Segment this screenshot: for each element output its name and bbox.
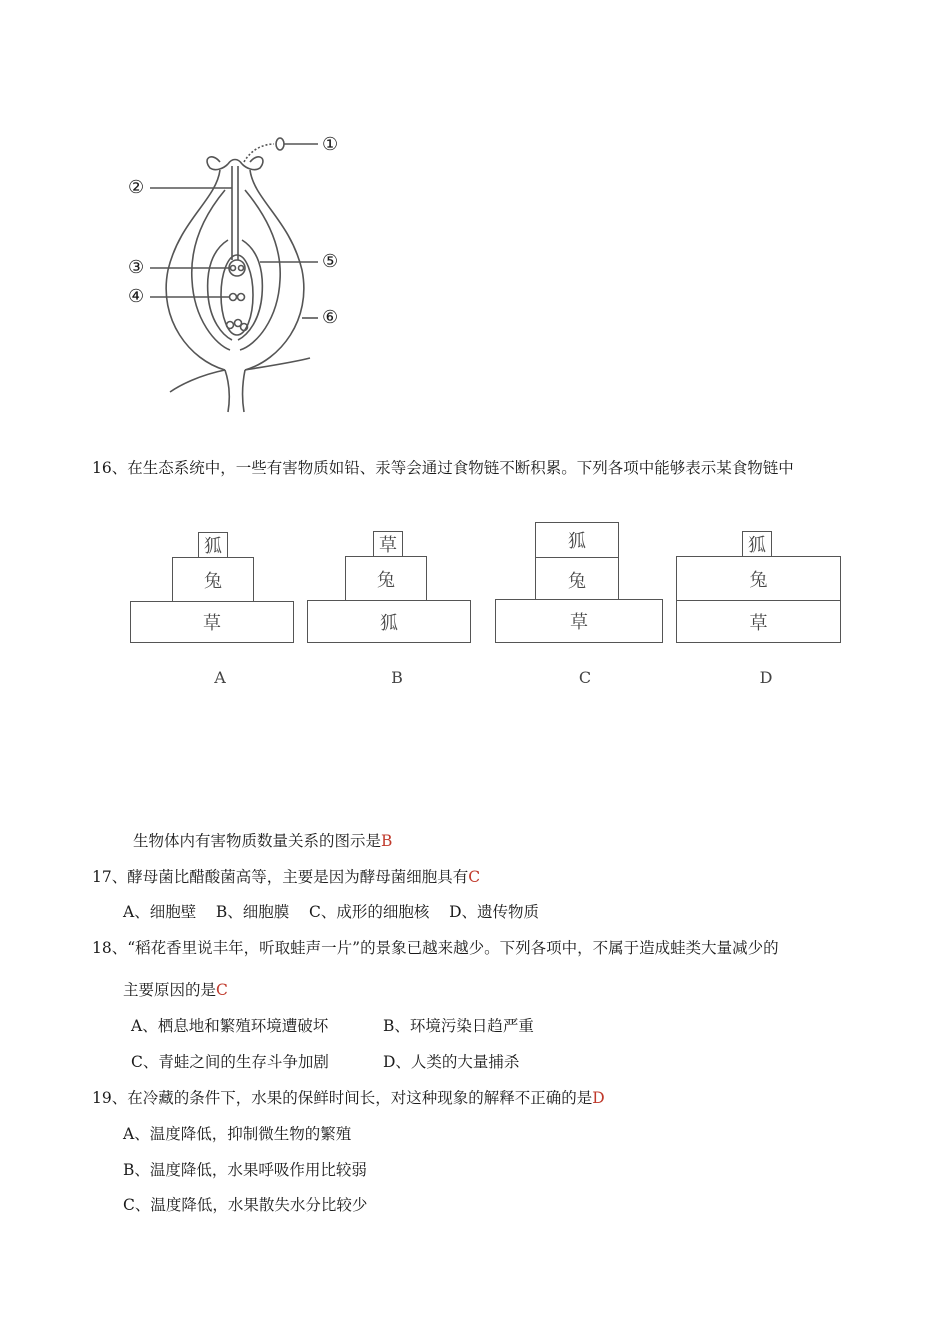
q17-answer: C xyxy=(468,868,481,886)
pyramid-c-bottom: 草 xyxy=(495,599,663,643)
q16-stem-cont-text: 生物体内有害物质数量关系的图示是 xyxy=(133,832,382,850)
q16-answer: B xyxy=(381,832,393,850)
pyramid-a xyxy=(130,520,310,700)
pyramid-d-middle: 兔 xyxy=(676,556,841,601)
pyramid-d-label: D xyxy=(759,668,773,687)
pyramid-b-bottom: 狐 xyxy=(307,600,471,643)
pyramid-c xyxy=(495,520,675,700)
q19-stem-text: 19、在冷藏的条件下，水果的保鲜时间长，对这种现象的解释不正确的是 xyxy=(92,1089,593,1107)
q18-option-b: B、环境污染日趋严重 xyxy=(383,1017,534,1035)
pyramid-a-label: A xyxy=(214,668,226,687)
q18-option-d: D、人类的大量捕杀 xyxy=(383,1053,520,1071)
pyramid-a-bottom: 草 xyxy=(130,601,294,643)
q17-stem xyxy=(92,867,480,887)
q17-options: A、细胞壁 B、细胞膜 C、成形的细胞核 D、遗传物质 xyxy=(123,903,539,921)
pistil-diagram xyxy=(120,130,360,415)
q19-stem xyxy=(92,1088,605,1108)
pyramid-b-top: 草 xyxy=(373,531,403,557)
q18-option-a: A、栖息地和繁殖环境遭破坏 xyxy=(131,1017,329,1035)
label-2: ② xyxy=(128,177,145,198)
q19-option-b: B、温度降低，水果呼吸作用比较弱 xyxy=(123,1161,367,1179)
q16-stem: 16、在生态系统中，一些有害物质如铅、汞等会通过食物链不断积累。下列各项中能够表示某食物链中 xyxy=(92,459,794,477)
label-3: ③ xyxy=(128,257,145,278)
q19-option-a: A、温度降低，抑制微生物的繁殖 xyxy=(123,1125,352,1143)
q18-answer: C xyxy=(216,981,228,999)
pyramid-b xyxy=(307,520,487,700)
q17-stem-text: 17、酵母菌比醋酸菌高等，主要是因为酵母菌细胞具有 xyxy=(92,868,469,886)
pyramid-d-bottom: 草 xyxy=(676,600,841,643)
pyramid-a-top: 狐 xyxy=(198,532,228,558)
q18-stem-cont-text: 主要原因的是 xyxy=(123,981,217,999)
q18-option-c: C、青蛙之间的生存斗争加剧 xyxy=(131,1053,329,1071)
q18-stem-cont xyxy=(123,980,228,1000)
pyramid-a-middle: 兔 xyxy=(172,557,254,602)
pyramid-b-middle: 兔 xyxy=(345,556,427,601)
pyramid-c-label: C xyxy=(578,668,592,687)
label-6: ⑥ xyxy=(322,307,339,328)
q16-stem-cont xyxy=(133,831,392,851)
pyramid-c-top: 狐 xyxy=(535,522,619,558)
q19-answer: D xyxy=(592,1089,605,1107)
pyramid-b-label: B xyxy=(391,668,403,687)
label-4: ④ xyxy=(128,286,145,307)
label-5: ⑤ xyxy=(322,251,339,272)
q19-option-c: C、温度降低，水果散失水分比较少 xyxy=(123,1196,368,1214)
pyramid-d-top: 狐 xyxy=(742,531,772,557)
pyramid-d xyxy=(676,520,856,700)
label-1: ① xyxy=(322,134,339,155)
q18-stem: 18、“稻花香里说丰年，听取蛙声一片”的景象已越来越少。下列各项中，不属于造成蛙类大量减少的 xyxy=(92,939,779,957)
pyramid-c-middle: 兔 xyxy=(535,557,619,602)
